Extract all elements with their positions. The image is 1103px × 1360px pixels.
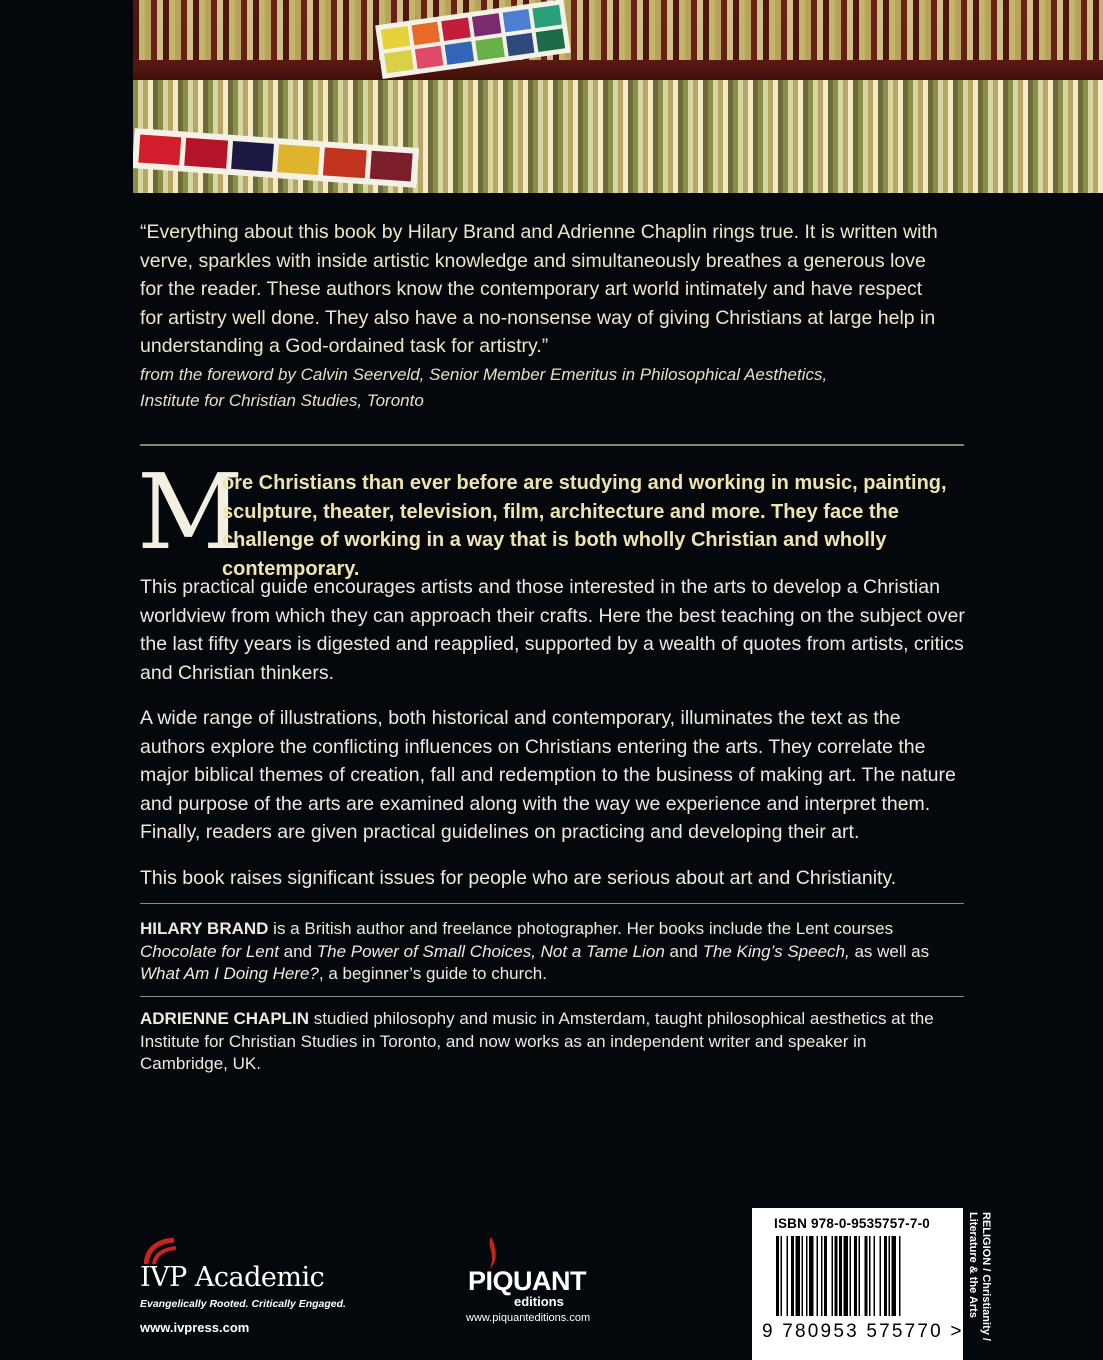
book-title: What Am I Doing Here? [140,964,319,983]
barcode-bars [774,1236,944,1322]
endorsement-quote [140,218,940,415]
author-bio-hilary-brand [140,918,950,986]
quote-attribution-1: from the foreword by Calvin Seerveld, Senior Member Emeritus in Philosophical Aesthetics, [140,364,828,384]
book-title: Chocolate for Lent [140,941,279,961]
intro-paragraph: ore Christians than ever before are studying and working in music, painting, sculpture, theater, television, film, architecture and more. They face the challenge of working in a way that is both wholly Christian and wholly contemporary. [222,472,947,580]
body-paragraph: A wide range of illustrations, both historical and contemporary, illuminates the text as the authors explore the conflicting influences on Christians entering the arts. They correlate the major biblical themes of creation, fall and redemption to the business of making art. The nature and purpose of the arts are examined along with the way we experience and interpret them. Finally, readers are given practical guidelines on practicing and developing their art. [140,707,956,844]
book-title: The King’s Speech, [702,941,850,961]
bio-text: studied philosophy and music in Amsterdam, taught philosophical aesthetics at the Institute for Christian Studies in Toronto, and now works as an independent writer and speaker in Cambridge, UK. [140,1009,934,1073]
bio-text: is a British author and freelance photographer. Her books include the Lent courses [268,919,894,938]
piquant-url: www.piquanteditions.com [466,1312,591,1324]
chili-flame-icon [484,1236,498,1270]
piquant-name: PIQUANT [468,1266,586,1296]
piquant-editions-label: editions [514,1294,564,1309]
body-paragraph: This book raises significant issues for people who are serious about art and Christianity. [140,867,897,889]
author-name: ADRIENNE CHAPLIN [140,1009,310,1028]
barcode-digits: 9 780953 575770 > [762,1321,964,1342]
cover-photo-paintbrushes [133,0,1103,193]
bio-text: as well as [849,941,930,961]
isbn-barcode [752,1208,963,1360]
bio-text: , a beginner’s guide to church. [318,964,547,983]
author-bio-adrienne-chaplin [140,1008,950,1076]
body-paragraph: This practical guide encourages artists and those interested in the arts to develop a Christian worldview from which they can approach their crafts. Here the best teaching on the subject over the last fifty years is digested and reapplied, supported by a wealth of quotes from artists, critics and Christian thinkers. [140,576,965,684]
quote-text: “Everything about this book by Hilary Brand and Adrienne Chaplin rings true. It is written with verve, sparkles with inside artistic knowledge and simultaneously breathes a generous love for the reader. These authors know the contemporary art world intimately and have respect for artistry well done. They also have a no-nonsense way of giving Christians at large help in understanding a God-ordained task for artistry.” [140,221,938,358]
divider-rule [140,996,964,997]
divider-rule [140,903,964,904]
bio-text: and [278,941,317,961]
category-label: RELIGION / Christianity / Literature & the Arts [967,1212,992,1341]
bio-text: and [664,941,703,961]
divider-rule [140,444,964,446]
author-name: HILARY BRAND [140,919,269,938]
drop-cap: M [137,451,244,573]
ivp-url: www.ivpress.com [140,1320,250,1335]
ivp-tagline: Evangelically Rooted. Critically Engaged. [140,1298,346,1310]
isbn-number: ISBN 978-0-9535757-7-0 [774,1216,930,1231]
quote-attribution-2: Institute for Christian Studies, Toronto [140,390,424,410]
book-title: The Power of Small Choices, Not a Tame Lion [316,941,665,961]
ivp-name: IVP Academic [140,1262,325,1293]
